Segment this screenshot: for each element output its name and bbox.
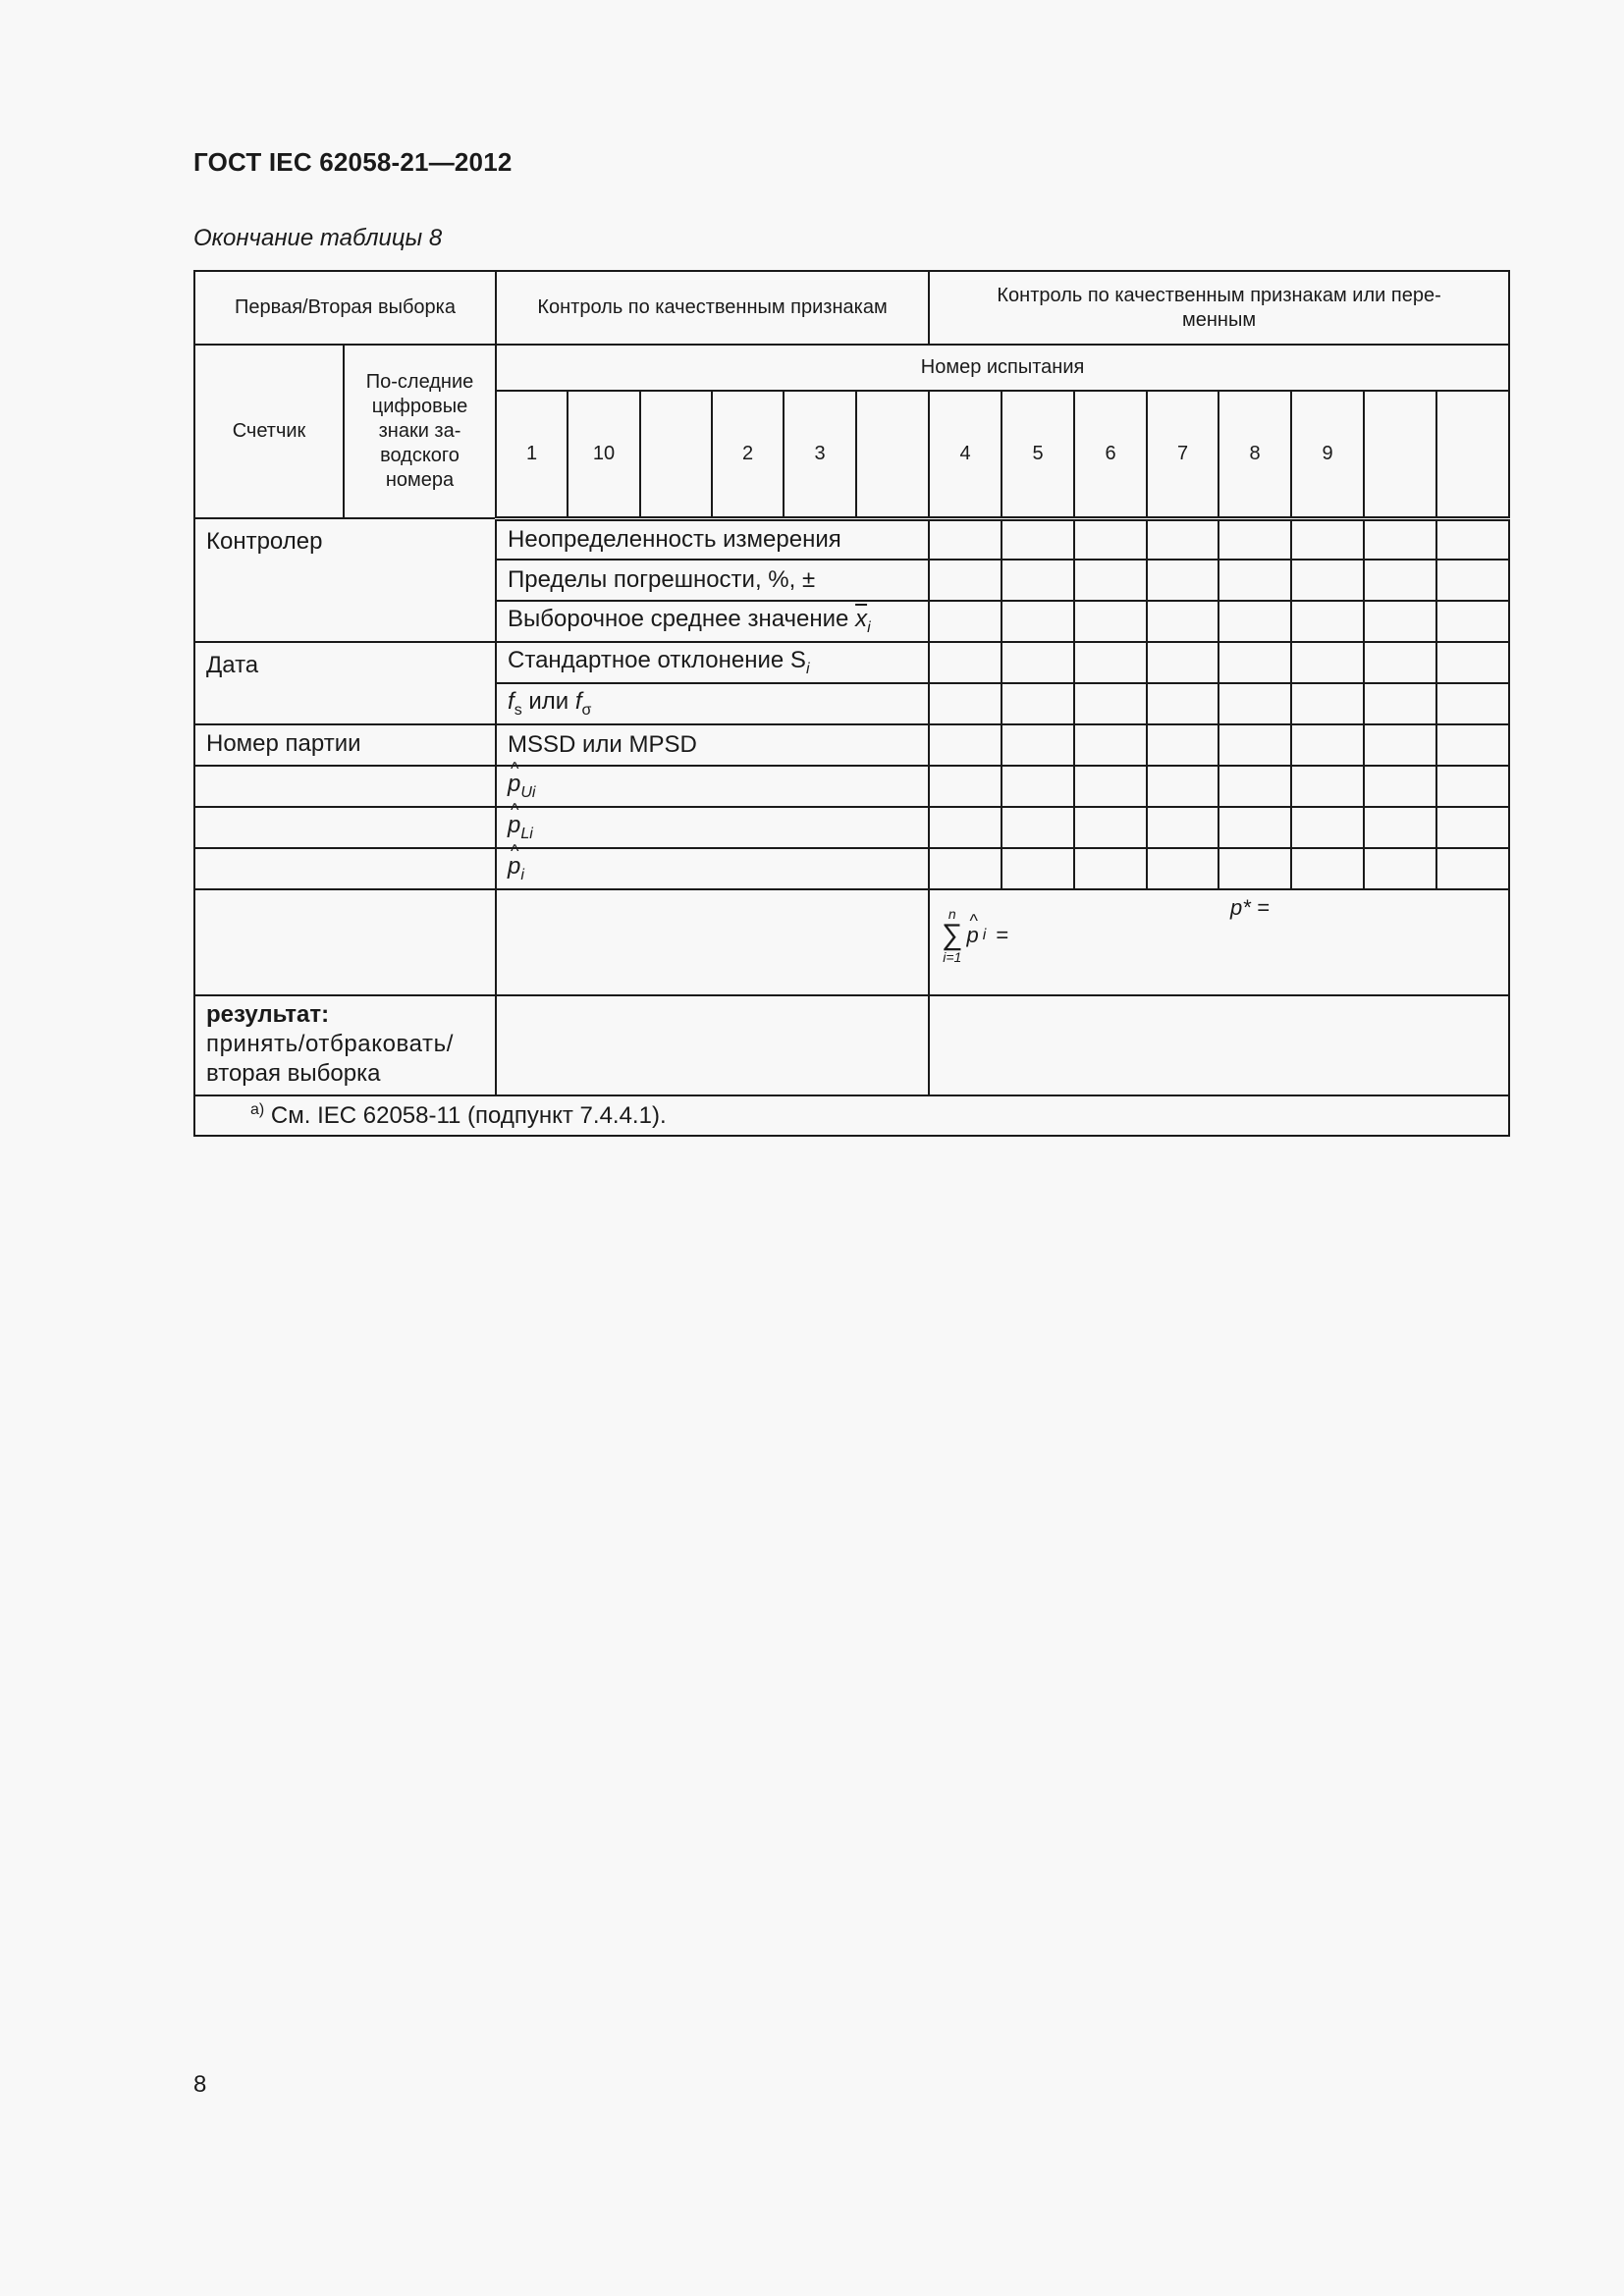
data-cell[interactable] [1218, 848, 1291, 889]
row-label-batch: Номер партии [194, 724, 496, 766]
data-cell[interactable] [1291, 683, 1364, 724]
data-cell[interactable] [929, 766, 1001, 807]
data-cell[interactable] [1364, 724, 1436, 766]
header-test-number: Номер испытания [496, 345, 1509, 391]
data-cell[interactable] [1147, 642, 1218, 683]
data-cell[interactable] [1147, 848, 1218, 889]
test-num-cell: 10 [568, 391, 640, 518]
result-label-cell [194, 995, 496, 1095]
test-num-cell: 3 [784, 391, 856, 518]
data-cell[interactable] [929, 848, 1001, 889]
test-num-cell: 6 [1074, 391, 1147, 518]
data-cell[interactable] [1291, 848, 1364, 889]
test-num-cell: 5 [1001, 391, 1074, 518]
data-cell[interactable] [929, 601, 1001, 642]
data-cell[interactable] [1074, 683, 1147, 724]
test-num-cell: 2 [712, 391, 784, 518]
data-cell[interactable] [1074, 848, 1147, 889]
result-attr-cell[interactable] [496, 995, 929, 1095]
empty-label-cell [194, 766, 496, 807]
data-cell[interactable] [1291, 766, 1364, 807]
data-cell[interactable] [1218, 766, 1291, 807]
data-cell[interactable] [1074, 560, 1147, 601]
inspection-table [193, 270, 1510, 1137]
data-cell[interactable] [1147, 766, 1218, 807]
data-cell[interactable] [929, 683, 1001, 724]
data-cell[interactable] [1074, 642, 1147, 683]
header-first-second-sample: Первая/Вторая выборка [194, 271, 496, 345]
data-cell[interactable] [1291, 724, 1364, 766]
data-cell[interactable] [1364, 601, 1436, 642]
data-cell[interactable] [1001, 683, 1074, 724]
row-label-date: Дата [194, 642, 496, 724]
data-cell[interactable] [929, 724, 1001, 766]
data-cell[interactable] [1364, 518, 1436, 560]
data-cell[interactable] [1218, 601, 1291, 642]
sigma-symbol [942, 907, 962, 964]
x-bar-symbol: $\overline{x}$ [855, 606, 868, 633]
table-caption: Окончание таблицы 8 [193, 225, 443, 251]
header-control-attr: Контроль по качественным признакам [496, 271, 929, 345]
sum-top: n [947, 906, 956, 922]
data-cell[interactable] [1147, 683, 1218, 724]
footnote [194, 1095, 1509, 1136]
data-cell[interactable] [1218, 560, 1291, 601]
row-sample-mean [496, 601, 929, 642]
p-i-sub: i [520, 866, 524, 883]
p-hat-symbol: ^ p [508, 852, 520, 881]
data-cell[interactable] [1001, 601, 1074, 642]
empty-label-cell [194, 889, 496, 995]
data-cell[interactable] [1001, 518, 1074, 560]
result-line1: принять/отбраковать/ [206, 1031, 454, 1057]
data-cell[interactable] [1436, 518, 1509, 560]
data-cell[interactable] [929, 807, 1001, 848]
data-cell[interactable] [1436, 766, 1509, 807]
data-cell[interactable] [1001, 642, 1074, 683]
data-cell[interactable] [1147, 601, 1218, 642]
header-control-attr-var: Контроль по качественным признакам или пере-менным [929, 271, 1509, 345]
data-cell[interactable] [1001, 766, 1074, 807]
or-text: или [521, 688, 575, 716]
test-num-cell [1364, 391, 1436, 518]
data-cell[interactable] [1218, 642, 1291, 683]
data-cell[interactable] [1218, 683, 1291, 724]
std-dev-label: Стандартное отклонение S [508, 647, 806, 674]
data-cell[interactable] [1218, 807, 1291, 848]
data-cell[interactable] [1218, 518, 1291, 560]
data-cell[interactable] [1436, 601, 1509, 642]
data-cell[interactable] [1364, 683, 1436, 724]
document-header: ГОСТ IEC 62058-21—2012 [193, 147, 513, 177]
fs-symbol: f [508, 688, 514, 716]
data-cell[interactable] [1436, 560, 1509, 601]
sum-bottom: i=1 [943, 949, 962, 965]
data-cell[interactable] [1436, 848, 1509, 889]
data-cell[interactable] [1074, 766, 1147, 807]
test-num-cell [856, 391, 929, 518]
p-ui-sub: Ui [520, 783, 536, 801]
page-number: 8 [193, 2071, 207, 2098]
data-cell[interactable] [1074, 807, 1147, 848]
data-cell[interactable] [1001, 724, 1074, 766]
test-num-cell [1436, 391, 1509, 518]
row-fs-fsigma [496, 683, 929, 724]
sum-p-sub: i [982, 927, 987, 943]
header-counter: Счетчик [194, 345, 344, 518]
p-li-sub: Li [520, 825, 533, 842]
data-cell[interactable] [1001, 807, 1074, 848]
row-label-controller: Контролер [194, 518, 496, 642]
data-cell[interactable] [1291, 518, 1364, 560]
row-std-dev [496, 642, 929, 683]
data-cell[interactable] [1364, 560, 1436, 601]
data-cell[interactable] [929, 560, 1001, 601]
data-cell[interactable] [1436, 724, 1509, 766]
data-cell[interactable] [1291, 642, 1364, 683]
data-cell[interactable] [1074, 518, 1147, 560]
empty-sum-attr-cell[interactable] [496, 889, 929, 995]
data-cell[interactable] [1436, 683, 1509, 724]
test-num-cell: 1 [496, 391, 568, 518]
p-star-label: p* = [1230, 895, 1270, 920]
std-dev-sub: i [805, 660, 810, 677]
data-cell[interactable] [1364, 642, 1436, 683]
data-cell[interactable] [1436, 807, 1509, 848]
p-hat-symbol: ^ p [966, 922, 978, 949]
p-hat-symbol: ^ p [508, 770, 520, 799]
result-line2: вторая выборка [206, 1060, 381, 1087]
test-num-cell: 7 [1147, 391, 1218, 518]
header-last-digits: По-следние цифровые знаки за-водского номера [344, 345, 496, 518]
test-num-cell: 9 [1291, 391, 1364, 518]
fsigma-sub: σ [581, 701, 592, 719]
data-cell[interactable] [1074, 601, 1147, 642]
data-cell[interactable] [1291, 560, 1364, 601]
row-p-i [496, 848, 929, 889]
sum-equals: = [990, 923, 1009, 948]
row-p-li [496, 807, 929, 848]
data-cell[interactable] [1147, 560, 1218, 601]
x-sub: i [867, 618, 871, 636]
data-cell[interactable] [1436, 642, 1509, 683]
data-cell[interactable] [1291, 807, 1364, 848]
data-cell[interactable] [1074, 724, 1147, 766]
data-cell[interactable] [929, 518, 1001, 560]
fs-sub: s [514, 701, 522, 719]
test-num-cell: 4 [929, 391, 1001, 518]
sample-mean-label: Выборочное среднее значение [508, 606, 849, 633]
row-p-ui [496, 766, 929, 807]
data-cell[interactable] [1364, 766, 1436, 807]
data-cell[interactable] [1147, 724, 1218, 766]
data-cell[interactable] [1001, 560, 1074, 601]
data-cell[interactable] [929, 642, 1001, 683]
result-title: результат: [206, 1001, 330, 1028]
footnote-mark: а) [250, 1101, 265, 1118]
empty-label-cell [194, 848, 496, 889]
empty-label-cell [194, 807, 496, 848]
row-mssd: MSSD или MPSD [496, 724, 929, 766]
p-hat-symbol: ^ p [508, 811, 520, 840]
sum-formula [942, 907, 1008, 964]
data-cell[interactable] [1147, 807, 1218, 848]
footnote-text: См. IEC 62058-11 (подпункт 7.4.4.1). [264, 1102, 667, 1129]
data-cell[interactable] [1001, 848, 1074, 889]
fsigma-symbol: f [574, 688, 582, 716]
result-var-cell[interactable] [929, 995, 1509, 1095]
test-num-cell: 8 [1218, 391, 1291, 518]
sigma-glyph: ∑ [942, 919, 963, 951]
data-cell[interactable] [1364, 807, 1436, 848]
data-cell[interactable] [1147, 518, 1218, 560]
data-cell[interactable] [1218, 724, 1291, 766]
sum-cell [929, 889, 1509, 995]
row-uncertainty: Неопределенность измерения [496, 518, 929, 560]
test-num-cell [640, 391, 712, 518]
row-error-limits: Пределы погрешности, %, ± [496, 560, 929, 601]
data-cell[interactable] [1364, 848, 1436, 889]
data-cell[interactable] [1291, 601, 1364, 642]
